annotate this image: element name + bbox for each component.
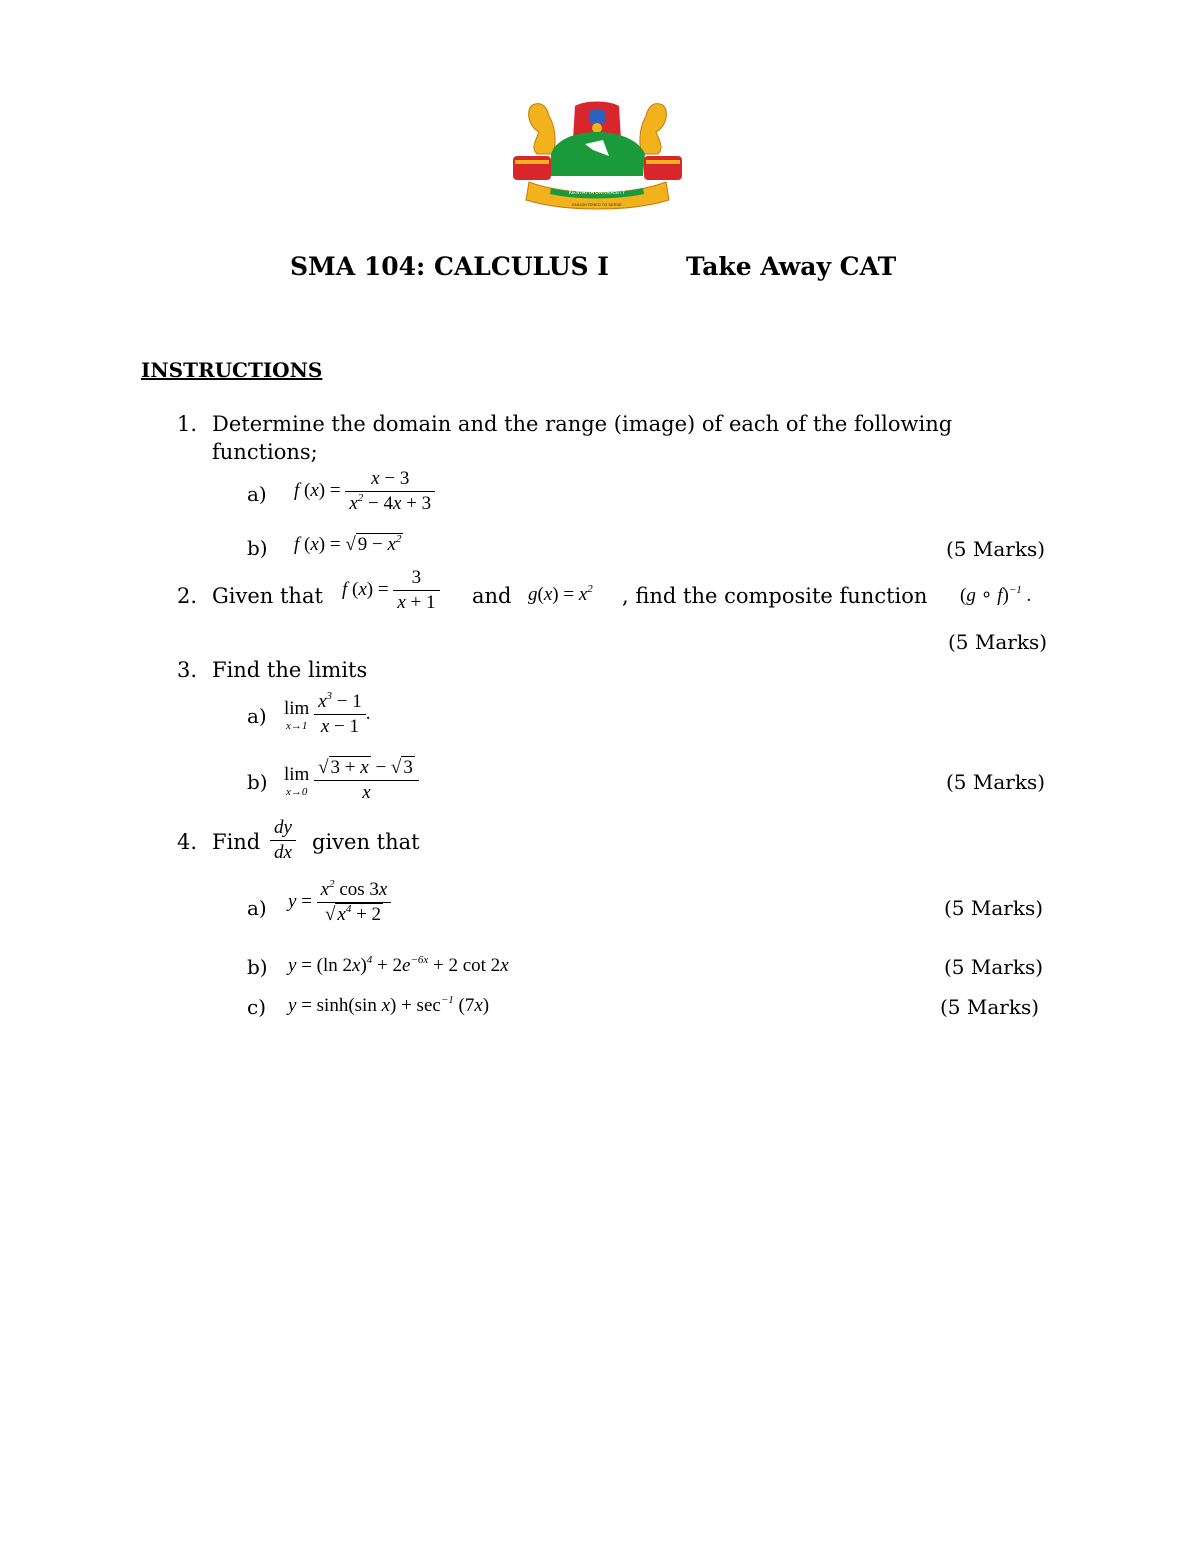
math-expression: f (x) = √ $9 - x^2$ [294,533,402,555]
question-text: Determine the domain and the range (image) of each of the following [212,412,953,436]
marks: (5 Marks) [944,896,1044,920]
question-number: 2. [177,584,198,608]
math-expression: $g(x) = x^2$ [528,583,593,605]
part-label: b) [247,536,268,560]
part-label: a) [247,704,267,728]
question-text: given that [312,830,420,854]
exam-type: Take Away CAT [686,252,897,281]
part-label: b) [247,955,268,979]
university-crest-logo [505,96,690,214]
marks: (5 Marks) [944,955,1044,979]
math-expression: (g ∘ f)$^{-1}$ . [960,584,1032,606]
math-expression: $\frac{dy}{dx}$ [270,816,296,865]
part-label: c) [247,995,267,1019]
question-number: 1. [177,412,198,436]
part-label: a) [247,896,267,920]
marks: (5 Marks) [948,630,1048,654]
question-text: Given that [212,584,323,608]
question-number: 3. [177,658,198,682]
math-expression: y = (ln $2x)^4 + 2e^{-6x} + 2$ cot 2x [288,954,509,976]
instructions-heading: INSTRUCTIONS [141,358,323,382]
math-expression: y = sinh(sin $x) + \sec^{-1} (7x)$ [288,994,490,1016]
question-text-continued: functions; [212,440,318,464]
logo-motto-bottom: ENLIGHTENED TO SERVE [572,202,622,207]
question-text: and [472,584,512,608]
question-text: , find the composite function [622,584,928,608]
math-expression: f (x) = $\frac{x - 3}{x^2 - 4x + 3}$ [294,467,435,516]
marks: (5 Marks) [940,995,1040,1019]
course-title: SMA 104: CALCULUS I [290,252,609,281]
math-expression: lim x→1 $\frac{x^3 - 1}{x - 1}$ . [284,690,371,737]
question-text: Find the limits [212,658,368,682]
question-number: 4. [177,830,198,854]
part-label: b) [247,770,268,794]
math-expression: y = $\frac{x^2 \cos 3x}{√ x^4 + 2}$ [288,878,391,927]
question-text: Find [212,830,261,854]
math-expression: lim x→0 $\frac{√ 3 + x - √ 3}{x}$ [284,756,419,805]
logo-motto-top: KENYATTA UNIVERSITY [568,190,626,196]
marks: (5 Marks) [946,537,1046,561]
marks: (5 Marks) [946,770,1046,794]
part-label: a) [247,482,267,506]
math-expression: f (x) = $\frac{3}{x + 1}$ [342,566,440,615]
